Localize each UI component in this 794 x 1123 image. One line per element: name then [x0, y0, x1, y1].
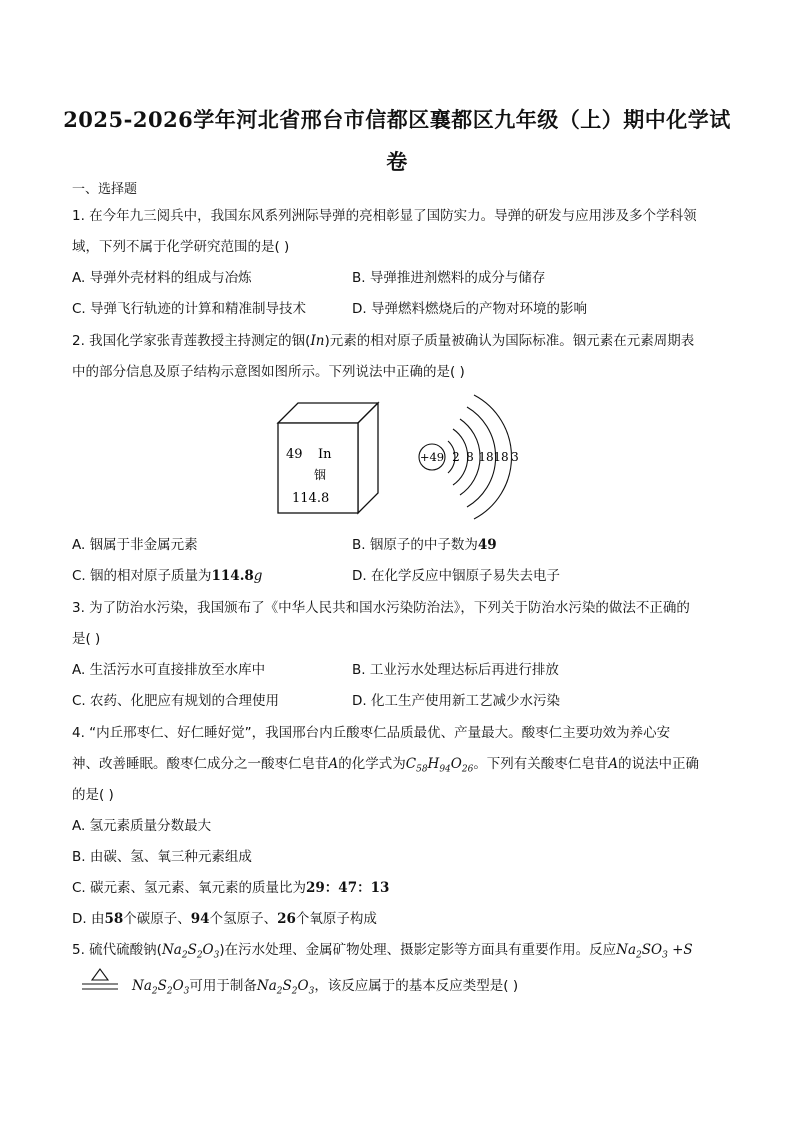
question-2-stem: [72, 332, 694, 350]
section-heading: 一、选择题: [72, 182, 138, 197]
q2-text-b: )元素的相对原子质量被确认为国际标准。铟元素在元素周期表: [324, 333, 695, 349]
q4-option-c: [72, 879, 389, 897]
f1-o-count: 3: [213, 950, 220, 961]
f2-plus-s: +S: [667, 942, 693, 958]
q1-option-a: A. 导弹外壳材料的组成与冶炼: [72, 270, 252, 286]
q3-option-c: C. 农药、化肥应有规划的合理使用: [72, 693, 280, 709]
q4-text-c: 。下列有关酸枣仁皂苷: [473, 756, 609, 772]
atomic-number: 49: [286, 447, 303, 462]
formula-c: C: [405, 756, 417, 772]
indium-figure: [272, 385, 532, 530]
q5-text-d: ，该反应属于的基本反应类型是( ): [314, 978, 519, 994]
q1-option-d: D. 导弹燃料燃烧后的产物对环境的影响: [352, 301, 587, 317]
indium-figure-svg: [272, 385, 532, 530]
atomic-mass: 114.8: [292, 491, 330, 506]
question-1-stem: 1. 在今年九三阅兵中，我国东风系列洲际导弹的亮相彰显了国防实力。导弹的研发与应用涉及多个学科领: [72, 208, 697, 224]
page-title-continued: 卷: [386, 149, 408, 174]
q2-text-a: 2. 我国化学家张青莲教授主持测定的铟(: [72, 333, 311, 349]
f2-o-count: 3: [662, 950, 668, 961]
f2-so: SO: [641, 942, 663, 958]
q2-option-c-text: C. 铟的相对原子质量为: [72, 568, 212, 584]
shell-4-count: 18: [493, 450, 509, 464]
heating-condition-sign: [80, 967, 120, 997]
formula-c-count: 58: [416, 764, 428, 775]
q3-option-b: B. 工业污水处理达标后再进行排放: [352, 662, 559, 678]
q2-option-c-number: 114.8: [211, 568, 254, 584]
q4-option-a: A. 氢元素质量分数最大: [72, 818, 212, 834]
t-s: S: [282, 978, 292, 994]
q5-text-a: 5. 硫代硫酸钠(: [72, 942, 162, 958]
question-3-stem: 3. 为了防治水污染，我国颁布了《中华人民共和国水污染防治法》，下列关于防治水污染的做法不正确的: [72, 600, 690, 616]
q4-text-a: 神、改善睡眠。酸枣仁成分之一酸枣仁皂苷: [72, 756, 329, 772]
p-na: Na: [132, 978, 152, 994]
q4-option-d: [72, 910, 377, 928]
q2-option-b: [352, 536, 497, 554]
shell-3-count: 18: [478, 450, 494, 464]
q2-option-b-text: B. 铟原子的中子数为: [352, 537, 478, 553]
question-5-stem: [72, 941, 693, 965]
heat-triangle-icon: [80, 967, 120, 997]
q2-option-c-unit: g: [253, 568, 263, 584]
element-symbol: In: [318, 447, 332, 462]
p-na-count: 2: [151, 986, 158, 997]
question-2-stem-cont: 中的部分信息及原子结构示意图如图所示。下列说法中正确的是( ): [72, 364, 465, 380]
question-4-stem-cont: [72, 755, 699, 779]
q4-d-text-d: 个氧原子构成: [295, 911, 377, 927]
q2-option-d: D. 在化学反应中铟原子易失去电子: [352, 568, 560, 584]
q4-d-oxygen-count: 26: [277, 911, 296, 927]
shell-1-count: 2: [452, 450, 460, 464]
q2-option-a: A. 铟属于非金属元素: [72, 537, 198, 553]
q4-option-c-ratio: 29：47：13: [306, 880, 390, 896]
q5-formula-1: [161, 942, 220, 961]
q5-target-formula: [256, 978, 315, 997]
page-title: 2025-2026学年河北省邢台市信都区襄都区九年级（上）期中化学试: [63, 107, 731, 132]
f1-s-count: 2: [196, 950, 203, 961]
question-4-stem-end: 的是( ): [72, 787, 114, 803]
question-3-stem-cont: 是( ): [72, 631, 101, 647]
shell-5-count: 3: [511, 450, 519, 464]
q2-option-c: [72, 567, 262, 585]
q2-option-b-number: 49: [477, 537, 497, 553]
formula-h: H: [427, 756, 440, 772]
q5-product-formula: [132, 978, 190, 997]
f1-na: Na: [161, 942, 182, 958]
p-o-count: 3: [183, 986, 190, 997]
question-5-stem-cont: [132, 977, 518, 1001]
f2-na: Na: [616, 942, 637, 958]
nucleus-charge: +49: [419, 450, 445, 464]
q5-text-b: )在污水处理、金属矿物处理、摄影定影等方面具有重要作用。反应: [219, 942, 617, 958]
q5-reactant-formula: [616, 942, 693, 961]
periodic-cell: [278, 403, 378, 513]
f1-o: O: [202, 942, 214, 958]
q4-d-text-b: 个碳原子、: [123, 911, 191, 927]
p-s: S: [157, 978, 167, 994]
t-na: Na: [256, 978, 277, 994]
t-s-count: 2: [291, 986, 298, 997]
question-4-stem: 4. “内丘邢枣仁、好仁睡好觉”，我国邢台内丘酸枣仁品质最优、产量最大。酸枣仁主要功效为养心安: [72, 725, 671, 741]
p-o: O: [172, 978, 184, 994]
t-na-count: 2: [276, 986, 283, 997]
formula-h-count: 94: [439, 764, 451, 775]
atom-structure: [419, 395, 519, 519]
q3-option-a: A. 生活污水可直接排放至水库中: [72, 662, 266, 678]
shell-2-count: 8: [466, 450, 474, 464]
q1-option-c: C. 导弹飞行轨迹的计算和精准制导技术: [72, 301, 307, 317]
q5-text-c: 可用于制备: [189, 978, 257, 994]
f1-s: S: [187, 942, 197, 958]
q4-d-text-a: D. 由: [72, 911, 105, 927]
t-o-count: 3: [308, 986, 315, 997]
p-s-count: 2: [166, 986, 173, 997]
f1-na-count: 2: [181, 950, 188, 961]
formula-o-count: 26: [461, 764, 474, 775]
f2-na-count: 2: [636, 950, 642, 961]
q4-text-d: 的说法中正确: [618, 756, 700, 772]
q4-formula: [405, 756, 474, 775]
formula-o: O: [450, 756, 462, 772]
question-1-stem-cont: 域，下列不属于化学研究范围的是( ): [72, 239, 290, 255]
q4-option-c-text: C. 碳元素、氢元素、氧元素的质量比为: [72, 880, 307, 896]
q4-d-text-c: 个氢原子、: [209, 911, 278, 927]
indium-symbol: In: [310, 333, 325, 349]
element-name: 铟: [314, 468, 327, 482]
q4-compound-symbol-2: A: [608, 756, 619, 772]
q4-text-b: 的化学式为: [338, 756, 406, 772]
q3-option-d: D. 化工生产使用新工艺减少水污染: [352, 693, 560, 709]
q1-option-b: B. 导弹推进剂燃料的成分与储存: [352, 270, 546, 286]
q4-d-carbon-count: 58: [104, 911, 124, 927]
q4-option-b: B. 由碳、氢、氧三种元素组成: [72, 849, 252, 865]
q4-d-hydrogen-count: 94: [190, 911, 210, 927]
q4-compound-symbol: A: [328, 756, 339, 772]
t-o: O: [297, 978, 309, 994]
